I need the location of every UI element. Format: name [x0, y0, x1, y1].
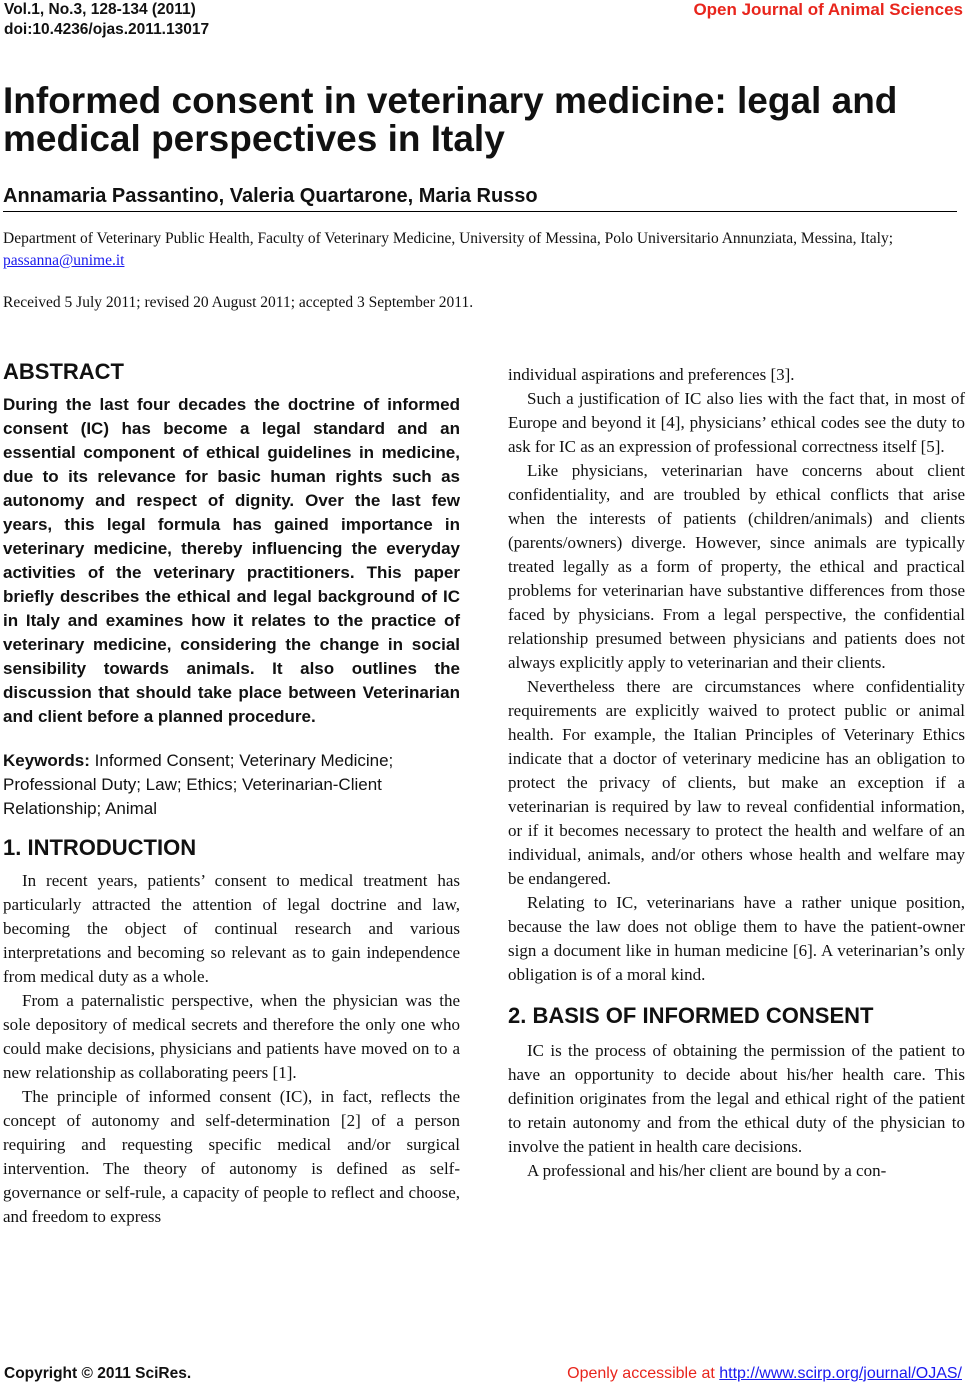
journal-name: Open Journal of Animal Sciences: [693, 0, 963, 19]
keywords-label: Keywords:: [3, 751, 90, 770]
author-list: Annamaria Passantino, Valeria Quartarone, Maria Russo: [3, 185, 538, 207]
abstract-text: During the last four decades the doctrine of informed consent (IC) has become a legal standard and an essential component of ethical guidelines in medicine, due to its relevance for basic human rights such as autonomy and respect of dignity. Over the last few years, this legal formula has gained importance in veterinary medicine, thereby influencing the everyday activities of the veterinary practitioners. This paper briefly describes the ethical and legal background of IC in Italy and examines how it relates to the practice of veterinary medicine, considering the change in social sensibility towards animals. It also outlines the discussion that should take place between Veterinarian and client before a planned procedure.: [3, 395, 460, 726]
introduction-heading: 1. INTRODUCTION: [3, 835, 197, 860]
doi: doi:10.4236/ojas.2011.13017: [4, 21, 210, 38]
access-notice: [567, 1364, 962, 1384]
affiliation-text: Department of Veterinary Public Health, Faculty of Veterinary Medicine, University of Messina, Polo Universitario Annunziata, Messina, Italy;: [3, 230, 894, 247]
volume-info: Vol.1, No.3, 128-134 (2011): [4, 1, 196, 18]
intro-paragraph: The principle of informed consent (IC), in fact, reflects the concept of autonomy and self-determination [2] of a person requiring and requesting specific medical and/or surgical intervention. The theory of autonomy is defined as self-governance or self-rule, a capacity of people to reflect and choose, and freedom to express: [3, 1087, 460, 1226]
right-column: [508, 363, 965, 1183]
title-divider: [3, 211, 957, 212]
access-text: Openly accessible at: [567, 1365, 720, 1382]
keywords-block: [3, 749, 460, 821]
received-dates: Received 5 July 2011; revised 20 August 2011; accepted 3 September 2011.: [3, 294, 474, 311]
basis-paragraph: A professional and his/her client are bound by a con-: [527, 1161, 887, 1180]
journal-url-link[interactable]: http://www.scirp.org/journal/OJAS/: [719, 1365, 962, 1382]
left-column: [3, 357, 460, 1229]
continued-paragraph: individual aspirations and preferences [3].: [508, 365, 795, 384]
keywords-list: Informed Consent; Veterinary Medicine; Professional Duty; Law; Ethics; Veterinarian-Client Relationship; Animal: [3, 751, 394, 818]
basis-heading: 2. BASIS OF INFORMED CONSENT: [508, 1003, 874, 1028]
body-paragraph: Relating to IC, veterinarians have a rather unique position, because the law does not oblige them to have the patient-owner sign a document like in human medicine [6]. A veterinarian’s only obligation is of a moral kind.: [508, 893, 965, 984]
body-paragraph: Such a justification of IC also lies with the fact that, in most of Europe and beyond it [4], physicians’ ethical codes see the duty to ask for IC as an expression of professional correctness itself [5].: [508, 389, 965, 456]
intro-paragraph: From a paternalistic perspective, when the physician was the sole depository of medical secrets and therefore the only one who could make decisions, physicians and patients have moved on to a new relationship as collaborating peers [1].: [3, 991, 460, 1082]
copyright-notice: Copyright © 2011 SciRes.: [4, 1365, 192, 1382]
body-paragraph: Like physicians, veterinarian have concerns about client confidentiality, and are troubled by ethical conflicts that arise when the interests of patients (children/animals) and clients (parents/owners) diverge. However, since animals are typically treated legally as a form of property, the ethical and practical problems for veterinarian have substantive differences from those faced by physicians. From a legal perspective, the confidential relationship presumed between physicians and patients does not always explicitly apply to veterinarian and their clients.: [508, 461, 965, 672]
author-email-link[interactable]: passanna@unime.it: [3, 252, 125, 269]
abstract-heading: ABSTRACT: [3, 359, 124, 384]
body-paragraph: Nevertheless there are circumstances where confidentiality requirements are explicitly waived to protect public or animal health. For example, the Italian Principles of Veterinary Ethics indicate that a doctor of veterinary medicine has an obligation to protect the privacy of clients, but make an exception if a veterinarian is required by law to reveal confidential information, or if it becomes necessary to protect the health and welfare of an individual, animals, and/or others whose health and welfare may be endangered.: [508, 677, 965, 888]
running-header-left: [4, 0, 209, 40]
basis-paragraph: IC is the process of obtaining the permission of the patient to have an opportunity to decide about his/her health care. This definition originates from the legal and ethical right of the patient to retain autonomy and from the ethical duty of the physician to involve the patient in health care decisions.: [508, 1041, 965, 1156]
article-title: Informed consent in veterinary medicine: legal and medical perspectives in Italy: [3, 80, 898, 159]
intro-paragraph: In recent years, patients’ consent to medical treatment has particularly attracted the attention of legal doctrine and law, becoming the object of continual research and various interpretations and becoming so relevant as to gain independence from medical duty as a whole.: [3, 871, 460, 986]
affiliation: [3, 228, 958, 272]
